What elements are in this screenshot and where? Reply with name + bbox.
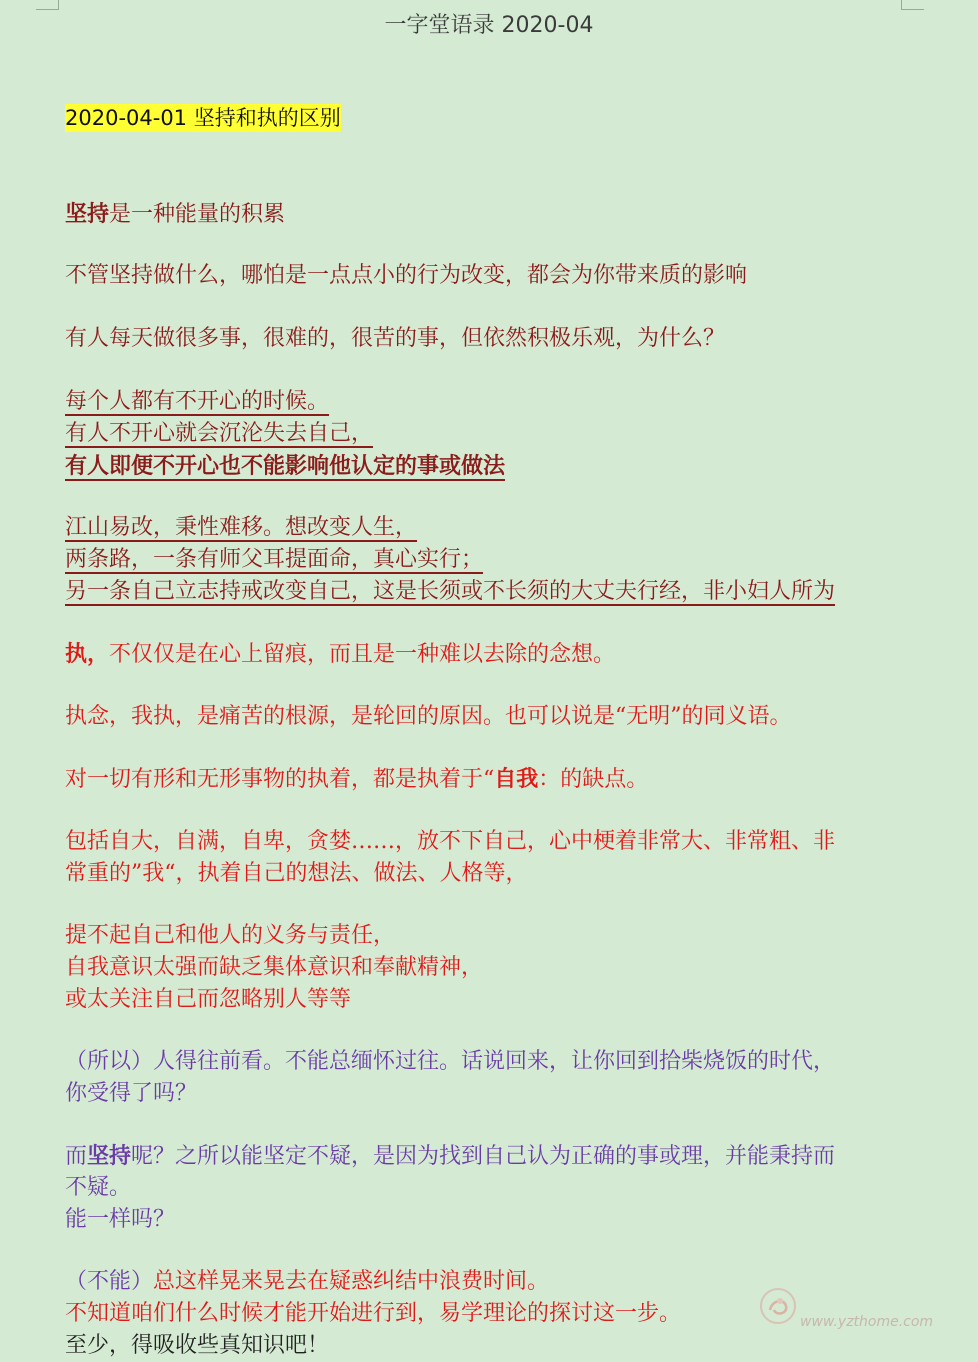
highlighted-date-title: 2020-04-01 坚持和执的区别 xyxy=(65,106,341,130)
watermark-url: www.yzthome.com xyxy=(800,1314,934,1330)
paragraph-look-forward-line-1: （所以）人得往前看。不能总缅怀过往。话说回来，让你回到拾柴烧饭的时代， xyxy=(65,1049,836,1074)
underlined-line-5: 两条路，一条有师父耳提面命，真心实行； xyxy=(65,547,484,572)
paragraph-attachment-self xyxy=(65,763,648,796)
paragraph-persistence-definition xyxy=(65,198,285,231)
paragraph-persist-why-line-2: 不疑。 xyxy=(65,1175,132,1200)
paragraph-attachment-definition xyxy=(65,638,615,671)
self-text-b: ：的缺点。 xyxy=(538,767,649,792)
underlined-line-4: 江山易改，秉性难移。想改变人生， xyxy=(65,515,418,540)
paragraph-duty-line-3: 或太关注自己而忽略别人等等 xyxy=(65,987,352,1012)
site-watermark xyxy=(758,1282,958,1342)
watermark-logo-icon xyxy=(758,1286,798,1326)
page-title: 一字堂语录 2020-04 xyxy=(384,13,594,38)
underlined-line-3: 有人即便不开心也不能影响他认定的事或做法 xyxy=(65,453,506,479)
definition-text: 是一种能量的积累 xyxy=(109,202,286,227)
cannot-prefix: （不能） xyxy=(65,1269,154,1294)
underlined-line-1: 每个人都有不开心的时候。 xyxy=(65,389,330,414)
paragraph-cannot-line-2: 不知道咱们什么时候才能开始进行到，易学理论的探讨这一步。 xyxy=(65,1301,682,1326)
keyword-persistence: 坚持 xyxy=(65,201,110,227)
paragraph-duty-line-2: 自我意识太强而缺乏集体意识和奉献精神， xyxy=(65,955,484,980)
paragraph-cannot-line-3: 至少，得吸收些真知识吧！ xyxy=(65,1333,330,1358)
paragraph-look-forward-line-2: 你受得了吗？ xyxy=(65,1081,198,1106)
paragraph-persist-why-line-1 xyxy=(65,1140,835,1173)
attachment-text: 不仅仅是在心上留痕，而且是一种难以去除的念想。 xyxy=(109,642,616,667)
paragraph-question: 有人每天做很多事，很难的，很苦的事，但依然积极乐观，为什么？ xyxy=(65,326,726,351)
cannot-text: 总这样晃来晃去在疑惑纠结中浪费时间。 xyxy=(153,1269,550,1294)
paragraph-attachment-root: 执念，我执，是痛苦的根源，是轮回的原因。也可以说是“无明”的同义语。 xyxy=(65,704,792,729)
paragraph-cannot-line-1 xyxy=(65,1266,549,1298)
keyword-persistence-2: 坚持 xyxy=(87,1143,132,1169)
persist-text-a: 而 xyxy=(65,1144,88,1169)
paragraph-persistence-effect: 不管坚持做什么，哪怕是一点点小的行为改变，都会为你带来质的影响 xyxy=(65,263,748,288)
paragraph-duty-line-1: 提不起自己和他人的义务与责任， xyxy=(65,923,396,948)
underlined-line-6: 另一条自己立志持戒改变自己，这是长须或不长须的大丈夫行经，非小妇人所为 xyxy=(65,579,836,604)
paragraph-includes-line-1: 包括自大，自满，自卑，贪婪……，放不下自己，心中梗着非常大、非常粗、非 xyxy=(65,829,836,854)
paragraph-includes-line-2: 常重的”我“，执着自己的想法、做法、人格等， xyxy=(65,861,528,886)
self-text-a: 对一切有形和无形事物的执着，都是执着于“ xyxy=(65,767,495,792)
underlined-line-2: 有人不开心就会沉沦失去自己， xyxy=(65,421,374,446)
keyword-attachment: 执， xyxy=(65,641,110,667)
persist-text-b: 呢？之所以能坚定不疑，是因为找到自己认为正确的事或理，并能秉持而 xyxy=(131,1144,836,1169)
keyword-self: 自我 xyxy=(494,766,539,792)
paragraph-persist-why-line-3: 能一样吗？ xyxy=(65,1207,176,1232)
entry-date-title xyxy=(65,102,341,135)
